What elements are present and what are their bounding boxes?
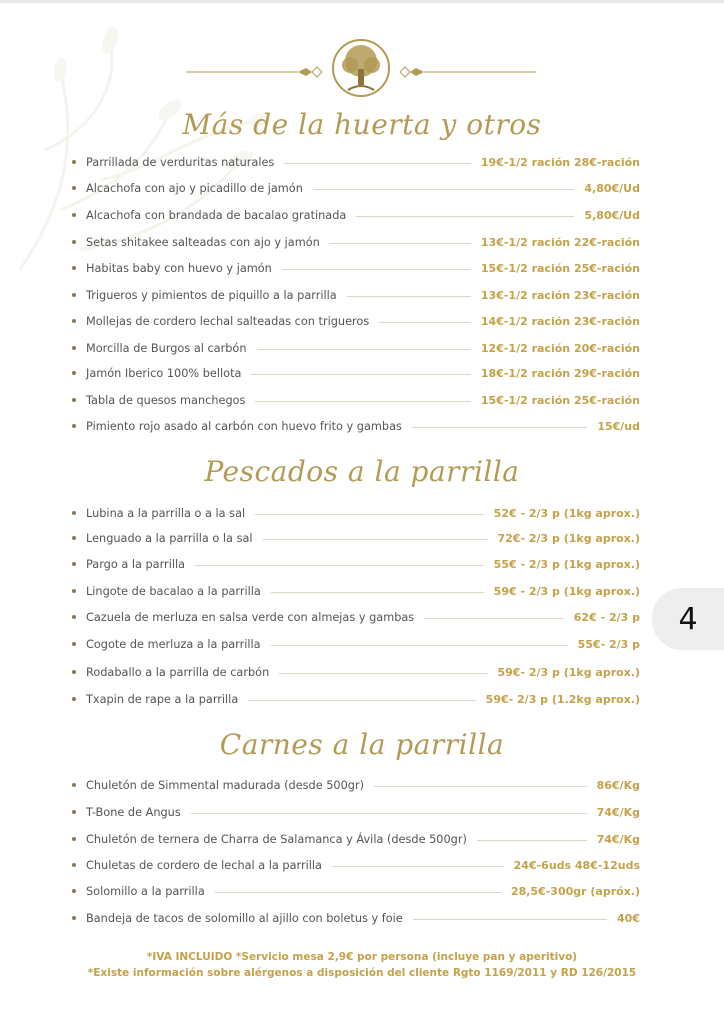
- item-name: Cogote de merluza a la parrilla: [86, 637, 261, 651]
- bullet: [72, 863, 76, 867]
- bullet: [72, 398, 76, 402]
- menu-item: [72, 528, 640, 548]
- item-price: 15€/ud: [597, 419, 640, 433]
- item-price: 24€-6uds 48€-12uds: [513, 858, 640, 872]
- item-name: Morcilla de Burgos al carbón: [86, 341, 247, 355]
- item-name: Habitas baby con huevo y jamón: [86, 261, 272, 275]
- menu-item: [72, 775, 640, 795]
- leader-line: [374, 786, 587, 787]
- item-name: Chuletas de cordero de lechal a la parrilla: [86, 858, 322, 872]
- section-title-huerta: Más de la huerta y otros: [182, 108, 542, 141]
- item-name: Setas shitakee salteadas con ajo y jamón: [86, 235, 320, 249]
- item-name: Lenguado a la parrilla o la sal: [86, 531, 253, 545]
- menu-item: [72, 416, 640, 436]
- leader-line: [195, 565, 484, 566]
- bullet: [72, 424, 76, 428]
- menu-item: [72, 152, 640, 172]
- item-price: 72€- 2/3 p (1kg aprox.): [497, 531, 640, 545]
- item-price: 55€- 2/3 p: [577, 637, 640, 651]
- leader-line: [255, 514, 484, 515]
- item-price: 74€/Kg: [596, 805, 640, 819]
- menu-item: [72, 258, 640, 278]
- leader-line: [379, 322, 471, 323]
- item-name: Jamón Iberico 100% bellota: [86, 366, 242, 380]
- item-name: Alcachofa con brandada de bacalao gratinada: [86, 208, 347, 222]
- bullet: [72, 293, 76, 297]
- menu-item: [72, 554, 640, 574]
- item-price: 13€-1/2 ración 23€-ración: [480, 288, 640, 302]
- menu-item: [72, 178, 640, 198]
- item-name: Chuletón de ternera de Charra de Salamanca y Ávila (desde 500gr): [86, 832, 467, 846]
- item-name: Lubina a la parrilla o a la sal: [86, 506, 246, 520]
- item-price: 59€ - 2/3 p (1kg aprox.): [493, 584, 640, 598]
- menu-item: [72, 205, 640, 225]
- leader-line: [356, 216, 574, 217]
- bullet: [72, 346, 76, 350]
- leader-line: [412, 427, 587, 428]
- menu-item: [72, 503, 640, 523]
- top-border: [0, 0, 724, 3]
- item-price: 86€/Kg: [596, 778, 640, 792]
- bullet: [72, 642, 76, 646]
- menu-item: [72, 607, 640, 627]
- item-price: 13€-1/2 ración 22€-ración: [480, 235, 640, 249]
- bullet: [72, 186, 76, 190]
- menu-item: [72, 285, 640, 305]
- item-price: 15€-1/2 ración 25€-ración: [480, 393, 640, 407]
- menu-item: [72, 634, 640, 654]
- item-name: Pargo a la parrilla: [86, 557, 186, 571]
- menu-item: [72, 829, 640, 849]
- item-price: 55€ - 2/3 p (1kg aprox.): [493, 557, 640, 571]
- item-price: 12€-1/2 ración 20€-ración: [480, 341, 640, 355]
- bullet: [72, 889, 76, 893]
- leader-line: [282, 269, 471, 270]
- leader-line: [271, 592, 484, 593]
- page-number-tab: 4: [652, 588, 724, 650]
- bullet: [72, 160, 76, 164]
- bullet: [72, 916, 76, 920]
- leader-line: [284, 163, 471, 164]
- leader-line: [477, 840, 587, 841]
- item-price: 74€/Kg: [596, 832, 640, 846]
- item-price: 14€-1/2 ración 23€-ración: [480, 314, 640, 328]
- tree-of-life-icon: [180, 36, 542, 100]
- bullet: [72, 783, 76, 787]
- item-name: Chuletón de Simmental madurada (desde 500gr): [86, 778, 365, 792]
- bullet: [72, 266, 76, 270]
- item-name: Solomillo a la parrilla: [86, 884, 205, 898]
- bullet: [72, 371, 76, 375]
- leader-line: [424, 618, 564, 619]
- leader-line: [330, 243, 471, 244]
- item-price: 18€-1/2 ración 29€-ración: [480, 366, 640, 380]
- bullet: [72, 536, 76, 540]
- bullet: [72, 615, 76, 619]
- menu-item: [72, 881, 640, 901]
- leader-line: [279, 673, 487, 674]
- menu-item: [72, 689, 640, 709]
- item-name: Trigueros y pimientos de piquillo a la parrilla: [86, 288, 337, 302]
- leader-line: [255, 401, 470, 402]
- menu-item: [72, 802, 640, 822]
- leader-line: [251, 374, 470, 375]
- leader-line: [191, 813, 587, 814]
- item-name: Tabla de quesos manchegos: [86, 393, 246, 407]
- item-name: T-Bone de Angus: [86, 805, 181, 819]
- bullet: [72, 562, 76, 566]
- item-name: Lingote de bacalao a la parrilla: [86, 584, 261, 598]
- leader-line: [413, 919, 607, 920]
- bullet: [72, 810, 76, 814]
- leader-line: [263, 539, 488, 540]
- menu-item: [72, 338, 640, 358]
- menu-item: [72, 908, 640, 928]
- item-price: 5,80€/Ud: [584, 208, 640, 222]
- item-name: Bandeja de tacos de solomillo al ajillo con boletus y foie: [86, 911, 403, 925]
- item-name: Pimiento rojo asado al carbón con huevo frito y gambas: [86, 419, 402, 433]
- item-name: Parrillada de verduritas naturales: [86, 155, 275, 169]
- bullet: [72, 213, 76, 217]
- leader-line: [271, 645, 568, 646]
- menu-item: [72, 855, 640, 875]
- item-price: 28,5€-300gr (apróx.): [510, 884, 640, 898]
- item-price: 59€- 2/3 p (1kg aprox.): [497, 665, 640, 679]
- bullet: [72, 511, 76, 515]
- item-price: 62€ - 2/3 p: [573, 610, 640, 624]
- item-name: Mollejas de cordero lechal salteadas con trigueros: [86, 314, 370, 328]
- bullet: [72, 697, 76, 701]
- section-title-carnes: Carnes a la parrilla: [219, 728, 505, 761]
- section-title-pescados: Pescados a la parrilla: [204, 455, 520, 488]
- item-price: 52€ - 2/3 p (1kg aprox.): [493, 506, 640, 520]
- item-price: 59€- 2/3 p (1.2kg aprox.): [485, 692, 640, 706]
- leader-line: [347, 296, 471, 297]
- menu-item: [72, 581, 640, 601]
- menu-item: [72, 662, 640, 682]
- item-price: 4,80€/Ud: [584, 181, 640, 195]
- item-name: Txapin de rape a la parrilla: [86, 692, 239, 706]
- item-name: Alcachofa con ajo y picadillo de jamón: [86, 181, 303, 195]
- footer-note-allergens: *Existe información sobre alérgenos a disposición del cliente Rgto 1169/2011 y RD 126/2015: [87, 967, 637, 979]
- item-name: Cazuela de merluza en salsa verde con almejas y gambas: [86, 610, 415, 624]
- item-name: Rodaballo a la parrilla de carbón: [86, 665, 270, 679]
- leader-line: [332, 866, 504, 867]
- menu-item: [72, 363, 640, 383]
- leader-line: [248, 700, 475, 701]
- bullet: [72, 837, 76, 841]
- leader-line: [257, 349, 471, 350]
- bullet: [72, 670, 76, 674]
- menu-item: [72, 311, 640, 331]
- item-price: 40€: [617, 911, 640, 925]
- bullet: [72, 240, 76, 244]
- item-price: 19€-1/2 ración 28€-ración: [480, 155, 640, 169]
- menu-item: [72, 390, 640, 410]
- menu-item: [72, 232, 640, 252]
- leader-line: [215, 892, 501, 893]
- item-price: 15€-1/2 ración 25€-ración: [480, 261, 640, 275]
- bullet: [72, 319, 76, 323]
- footer-note-iva: *IVA INCLUIDO *Servicio mesa 2,9€ por persona (incluye pan y aperitivo): [146, 951, 578, 963]
- bullet: [72, 589, 76, 593]
- leader-line: [313, 189, 575, 190]
